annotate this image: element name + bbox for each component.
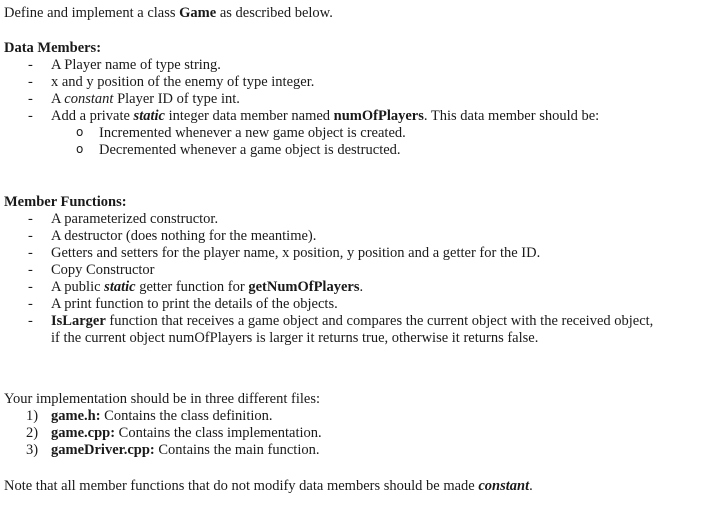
dash-marker: -	[28, 57, 33, 73]
circle-marker: o	[76, 142, 84, 156]
number-marker: 2)	[26, 425, 39, 441]
dash-marker: -	[28, 296, 33, 312]
item-keyword: getNumOfPlayers	[248, 279, 360, 295]
item-text: A Player name of type string.	[51, 57, 221, 73]
sub-list-item	[4, 142, 704, 159]
list-item	[4, 211, 704, 228]
file-name: game.h:	[51, 408, 101, 424]
item-emphasis: static	[104, 279, 136, 295]
item-emphasis: static	[133, 108, 165, 124]
data-members-list	[4, 57, 704, 159]
dash-marker: -	[28, 313, 33, 329]
item-text: A	[51, 91, 65, 107]
member-functions-heading: Member Functions:	[4, 194, 127, 210]
note-emphasis: constant	[478, 478, 530, 494]
item-keyword: numOfPlayers	[333, 108, 424, 124]
item-text: A public	[51, 279, 105, 295]
list-item	[4, 74, 704, 91]
list-item	[4, 279, 704, 296]
item-text: A parameterized constructor.	[51, 211, 219, 227]
list-item	[4, 408, 704, 425]
number-marker: 1)	[26, 408, 39, 424]
sub-item-text: Incremented whenever a new game object is created.	[99, 125, 406, 141]
list-item	[4, 108, 704, 125]
list-item	[4, 296, 704, 313]
list-item	[4, 313, 704, 347]
dash-marker: -	[28, 228, 33, 244]
item-text: . This data member should be:	[423, 108, 600, 124]
dash-marker: -	[28, 279, 33, 295]
list-item	[4, 91, 704, 108]
sub-item-text: Decremented whenever a game object is destructed.	[99, 142, 401, 158]
item-emphasis: constant	[64, 91, 114, 107]
dash-marker: -	[28, 245, 33, 261]
file-description: Contains the class implementation.	[115, 425, 322, 441]
item-text: integer data member named	[164, 108, 334, 124]
file-description: Contains the main function.	[154, 442, 320, 458]
member-functions-list	[4, 211, 704, 347]
item-text: x and y position of the enemy of type integer.	[51, 74, 315, 90]
list-item	[4, 425, 704, 442]
note-text-end: .	[529, 478, 533, 494]
item-text: .	[359, 279, 364, 295]
class-name: Game	[179, 5, 217, 21]
item-text: function that receives a game object and compares the current object with the received object, if the current object numOfPlayers is larger it returns true, otherwise it returns false.	[51, 313, 654, 346]
file-name: game.cpp:	[51, 425, 116, 441]
item-keyword: IsLarger	[51, 313, 106, 329]
list-item	[4, 228, 704, 245]
list-item	[4, 262, 704, 279]
dash-marker: -	[28, 262, 33, 278]
item-text: Player ID of type int.	[113, 91, 240, 107]
file-description: Contains the class definition.	[100, 408, 273, 424]
number-marker: 3)	[26, 442, 39, 458]
file-name: gameDriver.cpp:	[51, 442, 155, 458]
intro-text-end: as described below.	[216, 5, 333, 21]
circle-marker: o	[76, 125, 84, 139]
item-text: Copy Constructor	[51, 262, 155, 278]
note-text: Note that all member functions that do not modify data members should be made	[4, 478, 479, 494]
note-line	[4, 478, 533, 495]
dash-marker: -	[28, 74, 33, 90]
item-text: A print function to print the details of the objects.	[51, 296, 338, 312]
intro-line	[4, 5, 333, 22]
list-item	[4, 57, 704, 74]
intro-text: Define and implement a class	[4, 5, 180, 21]
data-members-heading: Data Members:	[4, 40, 102, 56]
item-text-wrap	[51, 313, 661, 347]
list-item	[4, 442, 704, 459]
item-text: getter function for	[135, 279, 249, 295]
files-list	[4, 408, 704, 459]
dash-marker: -	[28, 108, 33, 124]
item-text: Getters and setters for the player name, x position, y position and a getter for the ID.	[51, 245, 541, 261]
item-text: Add a private	[51, 108, 134, 124]
dash-marker: -	[28, 91, 33, 107]
dash-marker: -	[28, 211, 33, 227]
files-intro: Your implementation should be in three different files:	[4, 391, 320, 407]
item-text: A destructor (does nothing for the meantime).	[51, 228, 317, 244]
list-item	[4, 245, 704, 262]
sub-list-item	[4, 125, 704, 142]
